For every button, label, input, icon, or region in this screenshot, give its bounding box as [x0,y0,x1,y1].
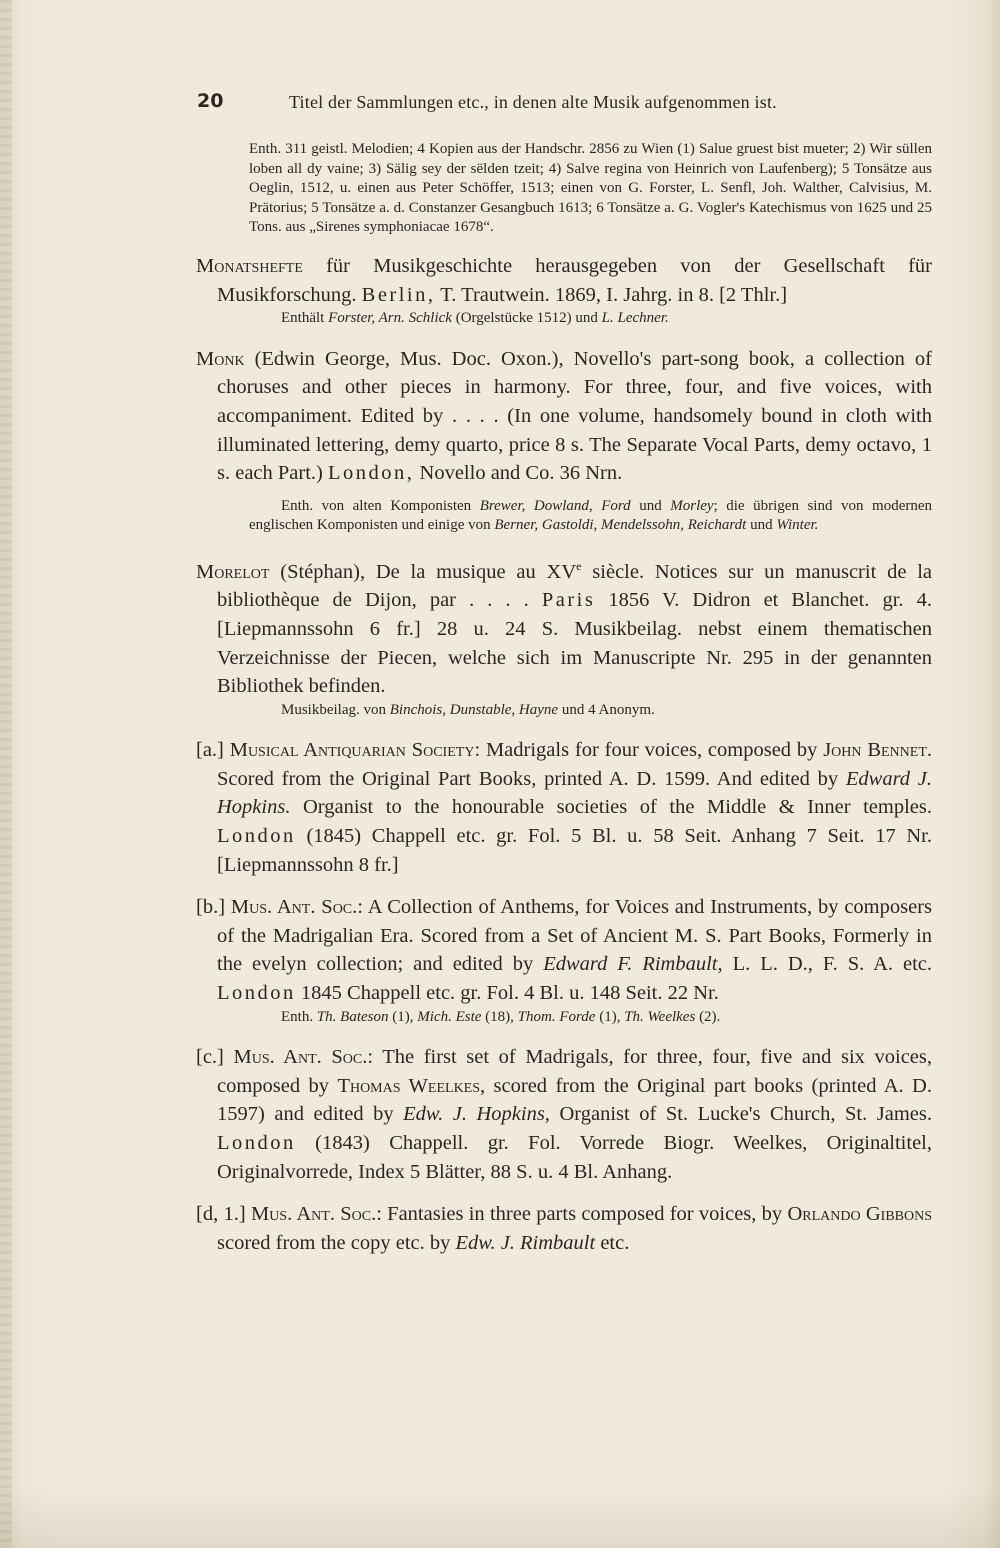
entry-note [196,309,932,329]
entry-text: (Stéphan), De la musique au XV [269,560,577,583]
note-names: Th. Weelkes [624,1008,696,1025]
entry-text: 1856 V. Didron et Blanchet. gr. 4. [Liepmannssohn 6 fr.] 28 u. 24 S. Musikbeilag. nebst einem thematischen Verzeichnisse der Piecen, welche sich im Manuscripte Nr. 295 in der genannten Bibliothek befinden. [217,589,932,698]
note-text: und [746,517,777,534]
entry-text: (Edwin George, Mus. Doc. Oxon.), Novello's part-song book, a collection of choruses and other pieces in harmony. For three, four, and five voices, with accompaniment. Edited by . . . . (In one volume, handsomely bound in cloth with illuminated lettering, demy quarto, price 8 s. The Separate Vocal Parts, demy octavo, 1 s. each Part.) [217,347,932,485]
entry-head: Mus. Ant. Soc. [230,896,358,919]
entry-text: , scored from the Original part books (printed A. D. 1597) and edited by [217,1074,932,1126]
entry-monatshefte [196,252,932,309]
note-names: Morley [670,497,714,514]
note-text: Musikbeilag. von [281,701,390,718]
entry-head: Musical Antiquarian Society [229,739,475,762]
note-text: (Orgelstücke 1512) und [451,310,602,327]
entry-editor: Edward J. Hopkins. [217,767,932,819]
note-names: Berner, Gastoldi, Mendelssohn, Reichardt [494,517,747,534]
note-names: Thom. Forde [517,1008,596,1025]
note-text: Enth. von alten Komponisten [281,497,480,514]
entry-text: (1843) Chappell. gr. Fol. Vorrede Biogr. Weelkes, Originaltitel, Originalvorrede, Index 5 Blätter, 88 S. u. 4 Bl. Anhang. [217,1132,932,1183]
note-text: Enth. [281,1008,317,1025]
entry-text: für Musikgeschichte herausgegeben von der Gesellschaft für Musikforschung. [217,254,932,306]
entry-musical-antiquarian-b [196,893,932,1007]
note-names: Winter. [776,517,819,534]
entry-mark: [c.] [196,1046,224,1069]
note-text: ; die übrigen sind von modernen englischen Komponisten und einige von [249,497,933,534]
entry-author: Orlando Gibbons [787,1203,933,1226]
entry-monk [196,345,932,488]
entry-head: Mus. Ant. Soc. [250,1203,377,1226]
entry-musical-antiquarian-d [196,1200,932,1257]
note-names: Mich. Este [417,1008,482,1025]
entry-place: Berlin, [361,283,436,306]
page-bottom-shade [0,1488,1000,1548]
entry-place: London [217,982,296,1005]
note-text: (18), [481,1008,518,1025]
entry-mark: [d, 1.] [196,1203,246,1226]
entry-musical-antiquarian-a [196,736,932,879]
entry-place: London, [328,462,415,485]
entry-head: Monk [196,347,245,370]
entry-text: etc. [595,1231,630,1254]
entry-musical-antiquarian-c [196,1043,932,1186]
entry-editor: Edw. J. Hopkins, [403,1103,550,1126]
entry-text: Organist of St. Lucke's Church, St. James. [549,1103,932,1126]
page-body [196,140,932,1257]
note-names: Brewer, Dowland, Ford [479,497,631,514]
note-names: L. Lechner. [601,310,669,327]
entry-note [196,497,932,536]
page-number: 20 [197,90,224,112]
entry-mark: [a.] [196,739,224,762]
note-text: Enthält [281,310,329,327]
page-edge-shadow [0,0,12,1548]
entry-text: (1845) Chappell etc. gr. Fol. 5 Bl. u. 58 Seit. Anhang 7 Seit. 17 Nr. [Liepmannssohn 8 fr.] [217,825,932,876]
note-text: (1), [388,1008,418,1025]
entry-editor: Edw. J. Rimbault [455,1231,596,1254]
entry-head: Morelot [196,560,270,583]
entry-text: T. Trautwein. 1869, I. Jahrg. in 8. [2 Thlr.] [435,283,788,306]
entry-note [196,701,932,721]
note-text: (1), [595,1008,625,1025]
entry-mark: [b.] [196,896,226,919]
entry-text: : Madrigals for four voices, composed by [474,739,824,762]
entry-text: L. L. D., F. S. A. etc. [722,953,932,976]
note-text: und [630,497,671,514]
entry-editor: Edward F. Rimbault, [543,953,723,976]
entry-text: : A Collection of Anthems, for Voices and Instruments, by composers of the Madrigalian Era. Scored from a Set of Ancient M. S. Part Books, Formerly in the evelyn collection; and edited by [217,896,933,976]
note-names: Binchois, Dunstable, Hayne [389,701,559,718]
entry-morelot [196,552,932,701]
running-title: Titel der Sammlungen etc., in denen alte Musik aufgenommen ist. [289,92,777,112]
note-text: und 4 Anonym. [558,701,655,718]
entry-place: Paris [541,589,596,612]
note-names: Th. Bateson [316,1008,389,1025]
entry-text: Novello and Co. 36 Nrn. [414,462,623,485]
entry-text: : Fantasies in three parts composed for voices, by [376,1203,788,1226]
entry-text: siècle. Notices sur un manuscrit de la bibliothèque de Dijon, par . . . . [217,560,933,612]
entry-text: Scored from the Original Part Books, printed A. D. 1599. And edited by [217,767,846,790]
entry-place: London [217,825,296,848]
entry-text: 1845 Chappell etc. gr. Fol. 4 Bl. u. 148 Seit. 22 Nr. [295,982,719,1005]
note-text: (2). [695,1008,721,1025]
continuation-note: Enth. 311 geistl. Melodien; 4 Kopien aus der Handschr. 2856 zu Wien (1) Salue gruest bist mueter; 2) Wir süllen loben all dy vaine; 3) Sälig sey der sëlden tzeit; 4) Salve regina von Heinrich von Laufenberg); 5 Tonsätze aus Oeglin, 1512, u. einen aus Peter Schöffer, 1513; einen von G. Forster, L. Senfl, Joh. Walther, Calvisius, M. Prätorius; 5 Tonsätze a. d. Constanzer Gesangbuch 1613; 6 Tonsätze a. G. Vogler's Katechismus von 1625 und 25 Tons. aus „Sirenes symphoniacae 1678“. [249,141,932,236]
entry-text: scored from the copy etc. by [217,1231,456,1254]
entry-author: Thomas Weelkes [337,1074,481,1097]
entry-head: Mus. Ant. Soc. [233,1046,368,1069]
note-names: Forster, Arn. Schlick [328,310,452,327]
entry-text: Organist to the honourable societies of the Middle & Inner temples. [290,796,932,819]
page-header [197,90,937,118]
entry-head: Monatshefte [196,254,303,277]
superscript: e [576,558,582,573]
entry-author: John Bennet. [823,739,933,762]
entry-note [196,1008,932,1028]
entry-place: London [217,1132,296,1155]
entry-text: : The first set of Madrigals, for three, four, five and six voices, composed by [217,1046,933,1097]
